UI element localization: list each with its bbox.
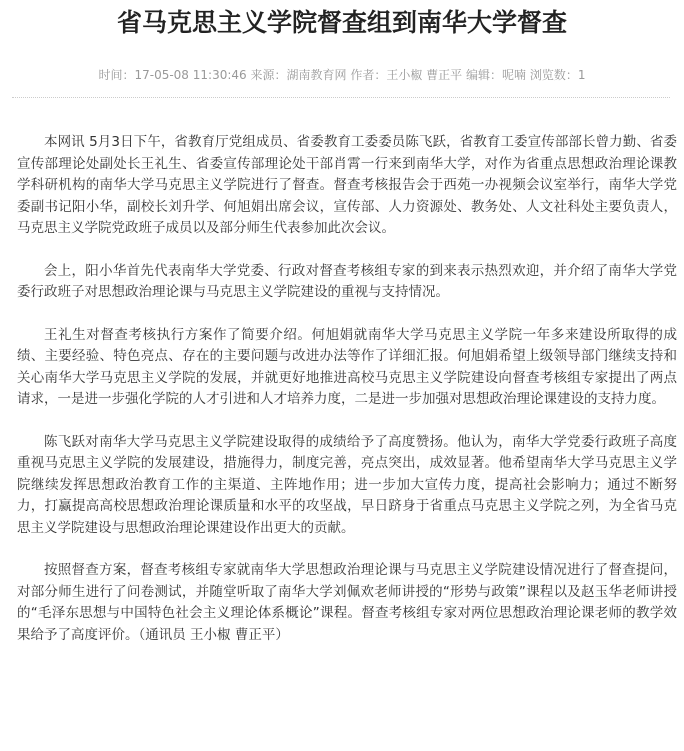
view-count: 1 [577, 68, 586, 82]
author-name: 王小椒 曹正平 [386, 68, 463, 82]
editor-name: 呢喃 [502, 68, 527, 82]
meta-divider [12, 97, 670, 98]
paragraph: 本网讯 5月3日下午，省教育厅党组成员、省委教育工委委员陈飞跃，省教育工委宣传部部长曾力勤、省委宣传部理论处副处长王礼生、省委宣传部理论处干部肖霄一行来到南华大学，对作为省重点思想政治理论课教学科研机构的南华大学马克思主义学院进行了督查。督查考核报告会于西苑一办视频会议室举行，南华大学党委副书记阳小华，副校长刘升学、何旭娟出席会议，宣传部、人力资源处、教务处、人文社科处主要负责人，马克思主义学院党政班子成员以及部分师生代表参加此次会议。 [17, 134, 677, 236]
paragraph: 按照督查方案，督查考核组专家就南华大学思想政治理论课与马克思主义学院建设情况进行了督查提问，对部分师生进行了问卷测试，并随堂听取了南华大学刘佩欢老师讲授的“形势与政策”课程以及赵玉华老师讲授的“毛泽东思想与中国特色社会主义理论体系概论”课程。督查考核组专家对两位思想政治理论课老师的教学效果给予了高度评价。（通讯员 王小椒 曹正平） [17, 562, 677, 643]
source-label: 来源： [250, 68, 287, 82]
source-name: 湖南教育网 [286, 68, 347, 82]
publish-time: 17-05-08 11:30:46 [134, 68, 247, 82]
views-label: 浏览数： [529, 68, 578, 82]
paragraph: 会上，阳小华首先代表南华大学党委、行政对督查考核组专家的到来表示热烈欢迎，并介绍了南华大学党委行政班子对思想政治理论课与马克思主义学院建设的重视与支持情况。 [17, 262, 677, 300]
article-body [17, 132, 677, 667]
author-label: 作者： [350, 68, 387, 82]
paragraph: 陈飞跃对南华大学马克思主义学院建设取得的成绩给予了高度赞扬。他认为，南华大学党委行政班子高度重视马克思主义学院的发展建设，措施得力，制度完善，亮点突出，成效显著。他希望南华大学马克思主义学院继续发挥思想政治教育工作的主渠道、主阵地作用；进一步加大宣传力度，提高社会影响力；通过不断努力，打赢提高高校思想政治理论课质量和水平的攻坚战，早日跻身于省重点马克思主义学院之列，为全省马克思主义学院建设与思想政治理论课建设作出更大的贡献。 [17, 433, 677, 536]
article-meta [0, 66, 684, 84]
time-label: 时间： [98, 68, 135, 82]
article-title: 省马克思主义学院督查组到南华大学督查 [116, 8, 567, 37]
editor-label: 编辑： [466, 68, 503, 82]
paragraph: 王礼生对督查考核执行方案作了简要介绍。何旭娟就南华大学马克思主义学院一年多来建设所取得的成绩、主要经验、特色亮点、存在的主要问题与改进办法等作了详细汇报。何旭娟希望上级领导部门继续支持和关心南华大学马克思主义学院的发展，并就更好地推进高校马克思主义学院建设向督查考核组专家提出了两点请求，一是进一步强化学院的人才引进和人才培养力度，二是进一步加强对思想政治理论课建设的支持力度。 [17, 326, 677, 407]
